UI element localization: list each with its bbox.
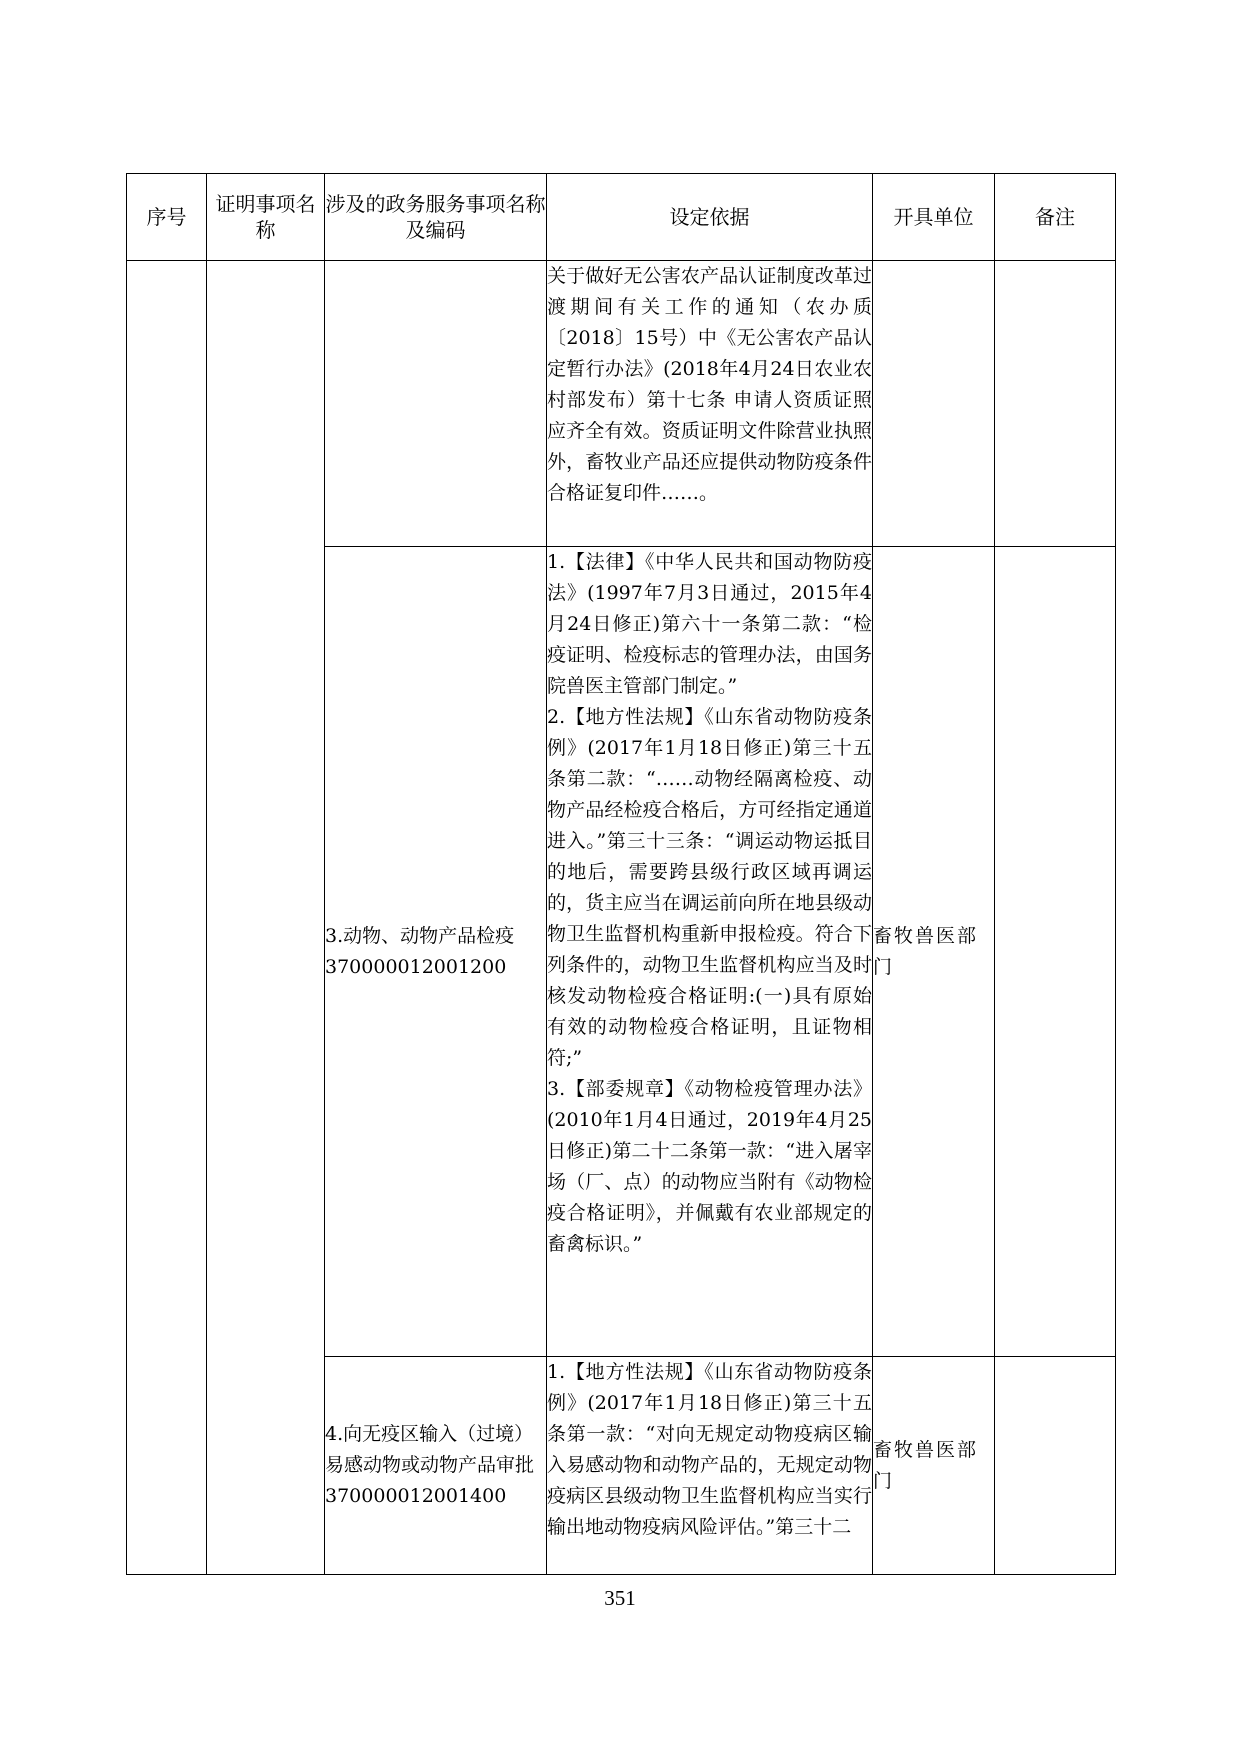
header-unit: 开具单位 xyxy=(873,174,995,261)
basis-cell: 关于做好无公害农产品认证制度改革过渡期间有关工作的通知（农办质〔2018〕15号）中《无公害农产品认定暂行办法》(2018年4月24日农业农村部发布）第十七条 申请人资质证照应齐全有效。资质证明文件除营业执照外，畜牧业产品还应提供动物防疫条件合格证复印件……。 xyxy=(547,261,873,547)
header-proof-name: 证明事项名称 xyxy=(207,174,325,261)
service-code: 370000012001400 xyxy=(325,1485,507,1507)
service-name: 4.向无疫区输入（过境）易感动物或动物产品审批 xyxy=(325,1423,535,1476)
proof-name-cell xyxy=(207,261,325,1575)
basis-paragraph: 1.【法律】《中华人民共和国动物防疫法》(1997年7月3日通过，2015年4月24日修正)第六十一条第二款：“检疫证明、检疫标志的管理办法，由国务院兽医主管部门制定。” xyxy=(547,551,872,697)
page-number: 351 xyxy=(604,1586,636,1610)
table-header-row xyxy=(127,174,1116,261)
basis-paragraph: 1.【地方性法规】《山东省动物防疫条例》(2017年1月18日修正)第三十五条第一款：“对向无规定动物疫病区输入易感动物和动物产品的，无规定动物疫病区县级动物卫生监督机构应当实行输出地动物疫病风险评估。”第三十二 xyxy=(547,1361,872,1538)
basis-paragraph: 3.【部委规章】《动物检疫管理办法》(2010年1月4日通过，2019年4月25日修正)第二十二条第一款：“进入屠宰场（厂、点）的动物应当附有《动物检疫合格证明》，并佩戴有农业部规定的畜禽标识。” xyxy=(547,1078,872,1255)
unit-cell: 畜牧兽医部门 xyxy=(873,1357,995,1575)
remark-cell xyxy=(995,547,1116,1357)
seq-cell xyxy=(127,261,207,1575)
service-cell xyxy=(325,261,547,547)
basis-paragraph: 2.【地方性法规】《山东省动物防疫条例》(2017年1月18日修正)第三十五条第二款：“……动物经隔离检疫、动物产品经检疫合格后，方可经指定通道进入。”第三十三条：“调运动物运抵目的地后，需要跨县级行政区域再调运的，货主应当在调运前向所在地县级动物卫生监督机构重新申报检疫。符合下列条件的，动物卫生监督机构应当及时核发动物检疫合格证明:(一)具有原始有效的动物检疫合格证明，且证物相符;” xyxy=(547,706,872,1069)
basis-cell xyxy=(547,547,873,1357)
service-name: 3.动物、动物产品检疫 xyxy=(325,924,515,947)
header-seq: 序号 xyxy=(127,174,207,261)
remark-cell xyxy=(995,1357,1116,1575)
remark-cell xyxy=(995,261,1116,547)
header-service: 涉及的政务服务事项名称及编码 xyxy=(325,174,547,261)
unit-cell: 畜牧兽医部门 xyxy=(873,547,995,1357)
header-basis: 设定依据 xyxy=(547,174,873,261)
service-code: 370000012001200 xyxy=(325,955,507,978)
proof-items-table xyxy=(126,173,1116,1575)
table-row xyxy=(127,261,1116,547)
basis-cell xyxy=(547,1357,873,1575)
service-cell xyxy=(325,1357,547,1575)
service-cell xyxy=(325,547,547,1357)
header-remark: 备注 xyxy=(995,174,1116,261)
unit-cell xyxy=(873,261,995,547)
